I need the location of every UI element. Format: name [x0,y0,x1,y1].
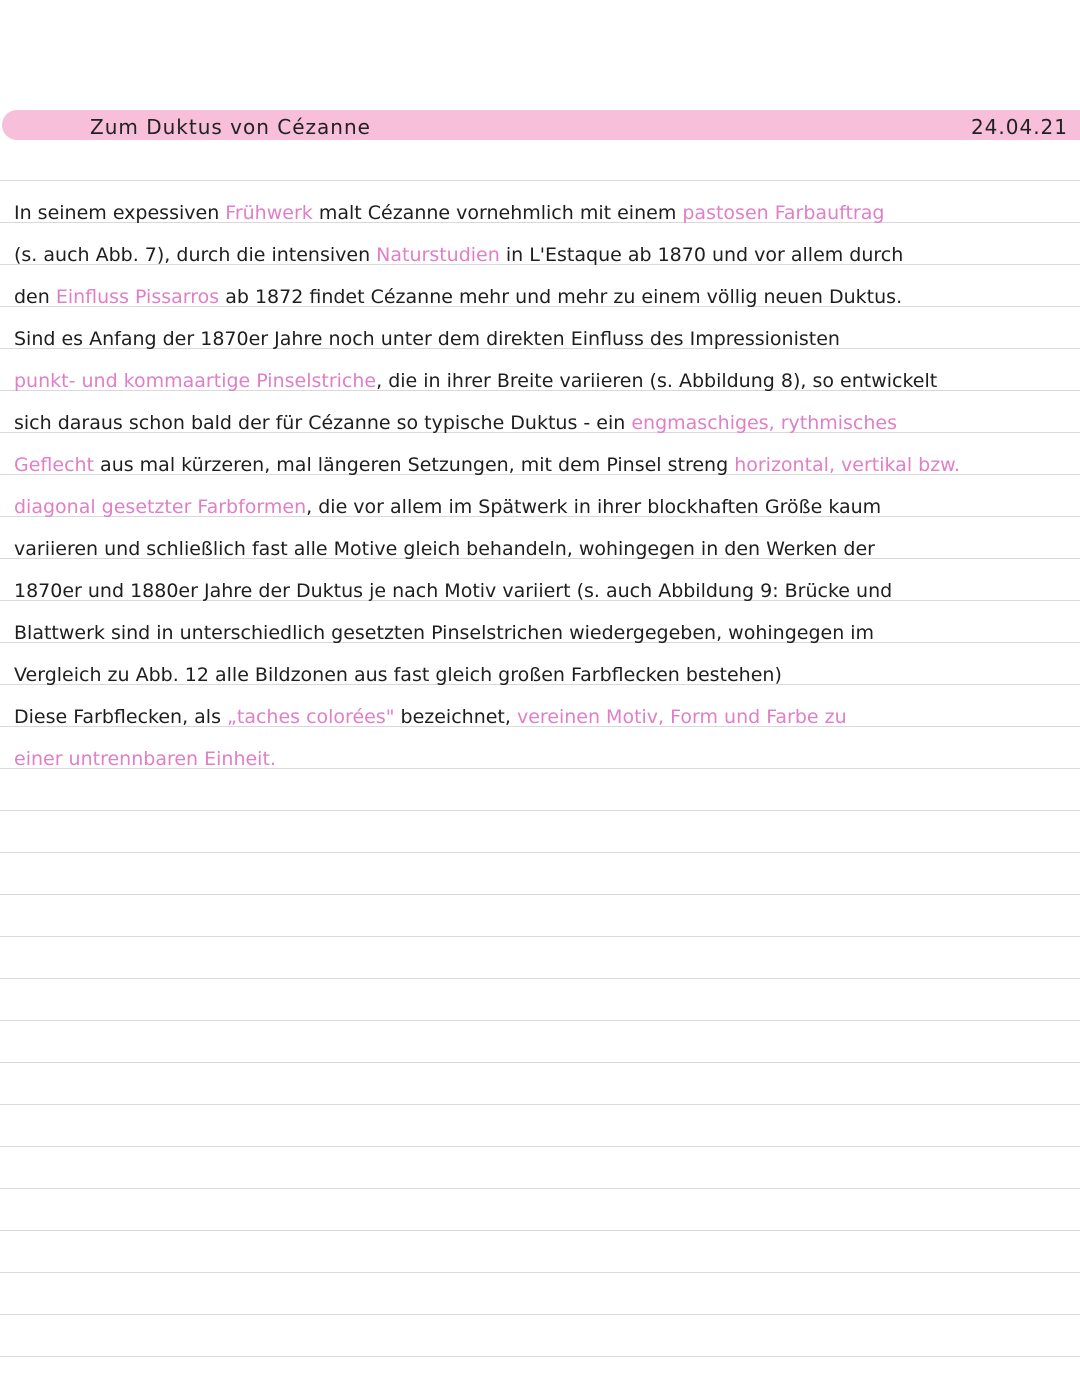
text-segment: den [14,286,56,308]
text-segment: aus mal kürzeren, mal längeren Setzungen, mit dem Pinsel streng [94,454,735,476]
text-line [14,746,1064,772]
ruled-line [0,1356,1080,1357]
highlighted-term: Einfluss Pissarros [55,286,220,308]
text-segment: , die in ihrer Breite variieren (s. Abbildung 8), so entwickelt [376,370,938,392]
text-segment: bezeichnet, [394,706,517,728]
text-segment: variieren und schließlich fast alle Motive gleich behandeln, wohingegen in den Werken der [14,538,875,560]
text-segment: in L'Estaque ab 1870 und vor allem durch [499,244,904,266]
text-line [14,578,1064,604]
ruled-line [0,852,1080,853]
ruled-line [0,1062,1080,1063]
ruled-line [0,1272,1080,1273]
text-segment: (s. auch Abb. 7), durch die intensiven [14,244,377,266]
text-segment: sich daraus schon bald der für Cézanne so typische Duktus - ein [14,412,632,434]
highlighted-term: diagonal gesetzter Farbformen [14,496,307,518]
text-segment: In seinem expessiven [14,202,226,224]
text-segment: malt Cézanne vornehmlich mit einem [312,202,683,224]
text-line [14,326,1064,352]
text-segment: 1870er und 1880er Jahre der Duktus je nach Motiv variiert (s. auch Abbildung 9: Brücke und [14,580,893,602]
text-segment: Vergleich zu Abb. 12 alle Bildzonen aus fast gleich großen Farbflecken bestehen) [14,664,782,686]
ruled-line [0,978,1080,979]
highlighted-term: pastosen Farbauftrag [682,202,885,224]
text-line [14,452,1064,478]
ruled-line [0,894,1080,895]
text-line [14,368,1064,394]
text-line [14,704,1064,730]
ruled-line [0,936,1080,937]
ruled-line [0,1104,1080,1105]
highlighted-term: horizontal, vertikal bzw. [734,454,961,476]
ruled-line [0,180,1080,181]
ruled-line [0,1230,1080,1231]
highlighted-term: „taches colorées" [227,706,395,728]
text-line [14,410,1064,436]
highlighted-term: einer untrennbaren Einheit. [14,748,276,770]
text-segment: Sind es Anfang der 1870er Jahre noch unter dem direkten Einfluss des Impressionisten [14,328,840,350]
ruled-line [0,1020,1080,1021]
text-line [14,662,1064,688]
ruled-line [0,810,1080,811]
text-line [14,284,1064,310]
text-segment: Blattwerk sind in unterschiedlich gesetzten Pinselstrichen wiedergegeben, wohingegen im [14,622,875,644]
text-segment: , die vor allem im Spätwerk in ihrer blockhaften Größe kaum [306,496,882,518]
text-line [14,242,1064,268]
text-line [14,620,1064,646]
text-line [14,494,1064,520]
highlighted-term: Naturstudien [376,244,500,266]
text-segment: Diese Farbflecken, als [14,706,228,728]
highlighted-term: Geflecht [14,454,95,476]
highlighted-term: vereinen Motiv, Form und Farbe zu [516,706,847,728]
page-title: Zum Duktus von Cézanne [90,115,371,139]
ruled-line [0,1146,1080,1147]
highlighted-term: punkt- und kommaartige Pinselstriche [14,370,377,392]
text-segment: ab 1872 findet Cézanne mehr und mehr zu einem völlig neuen Duktus. [219,286,903,308]
ruled-line [0,1314,1080,1315]
ruled-line [0,1188,1080,1189]
page-date: 24.04.21 [970,115,1068,139]
highlighted-term: Frühwerk [225,202,313,224]
text-line [14,200,1064,226]
highlighted-term: engmaschiges, rythmisches [631,412,898,434]
text-line [14,536,1064,562]
